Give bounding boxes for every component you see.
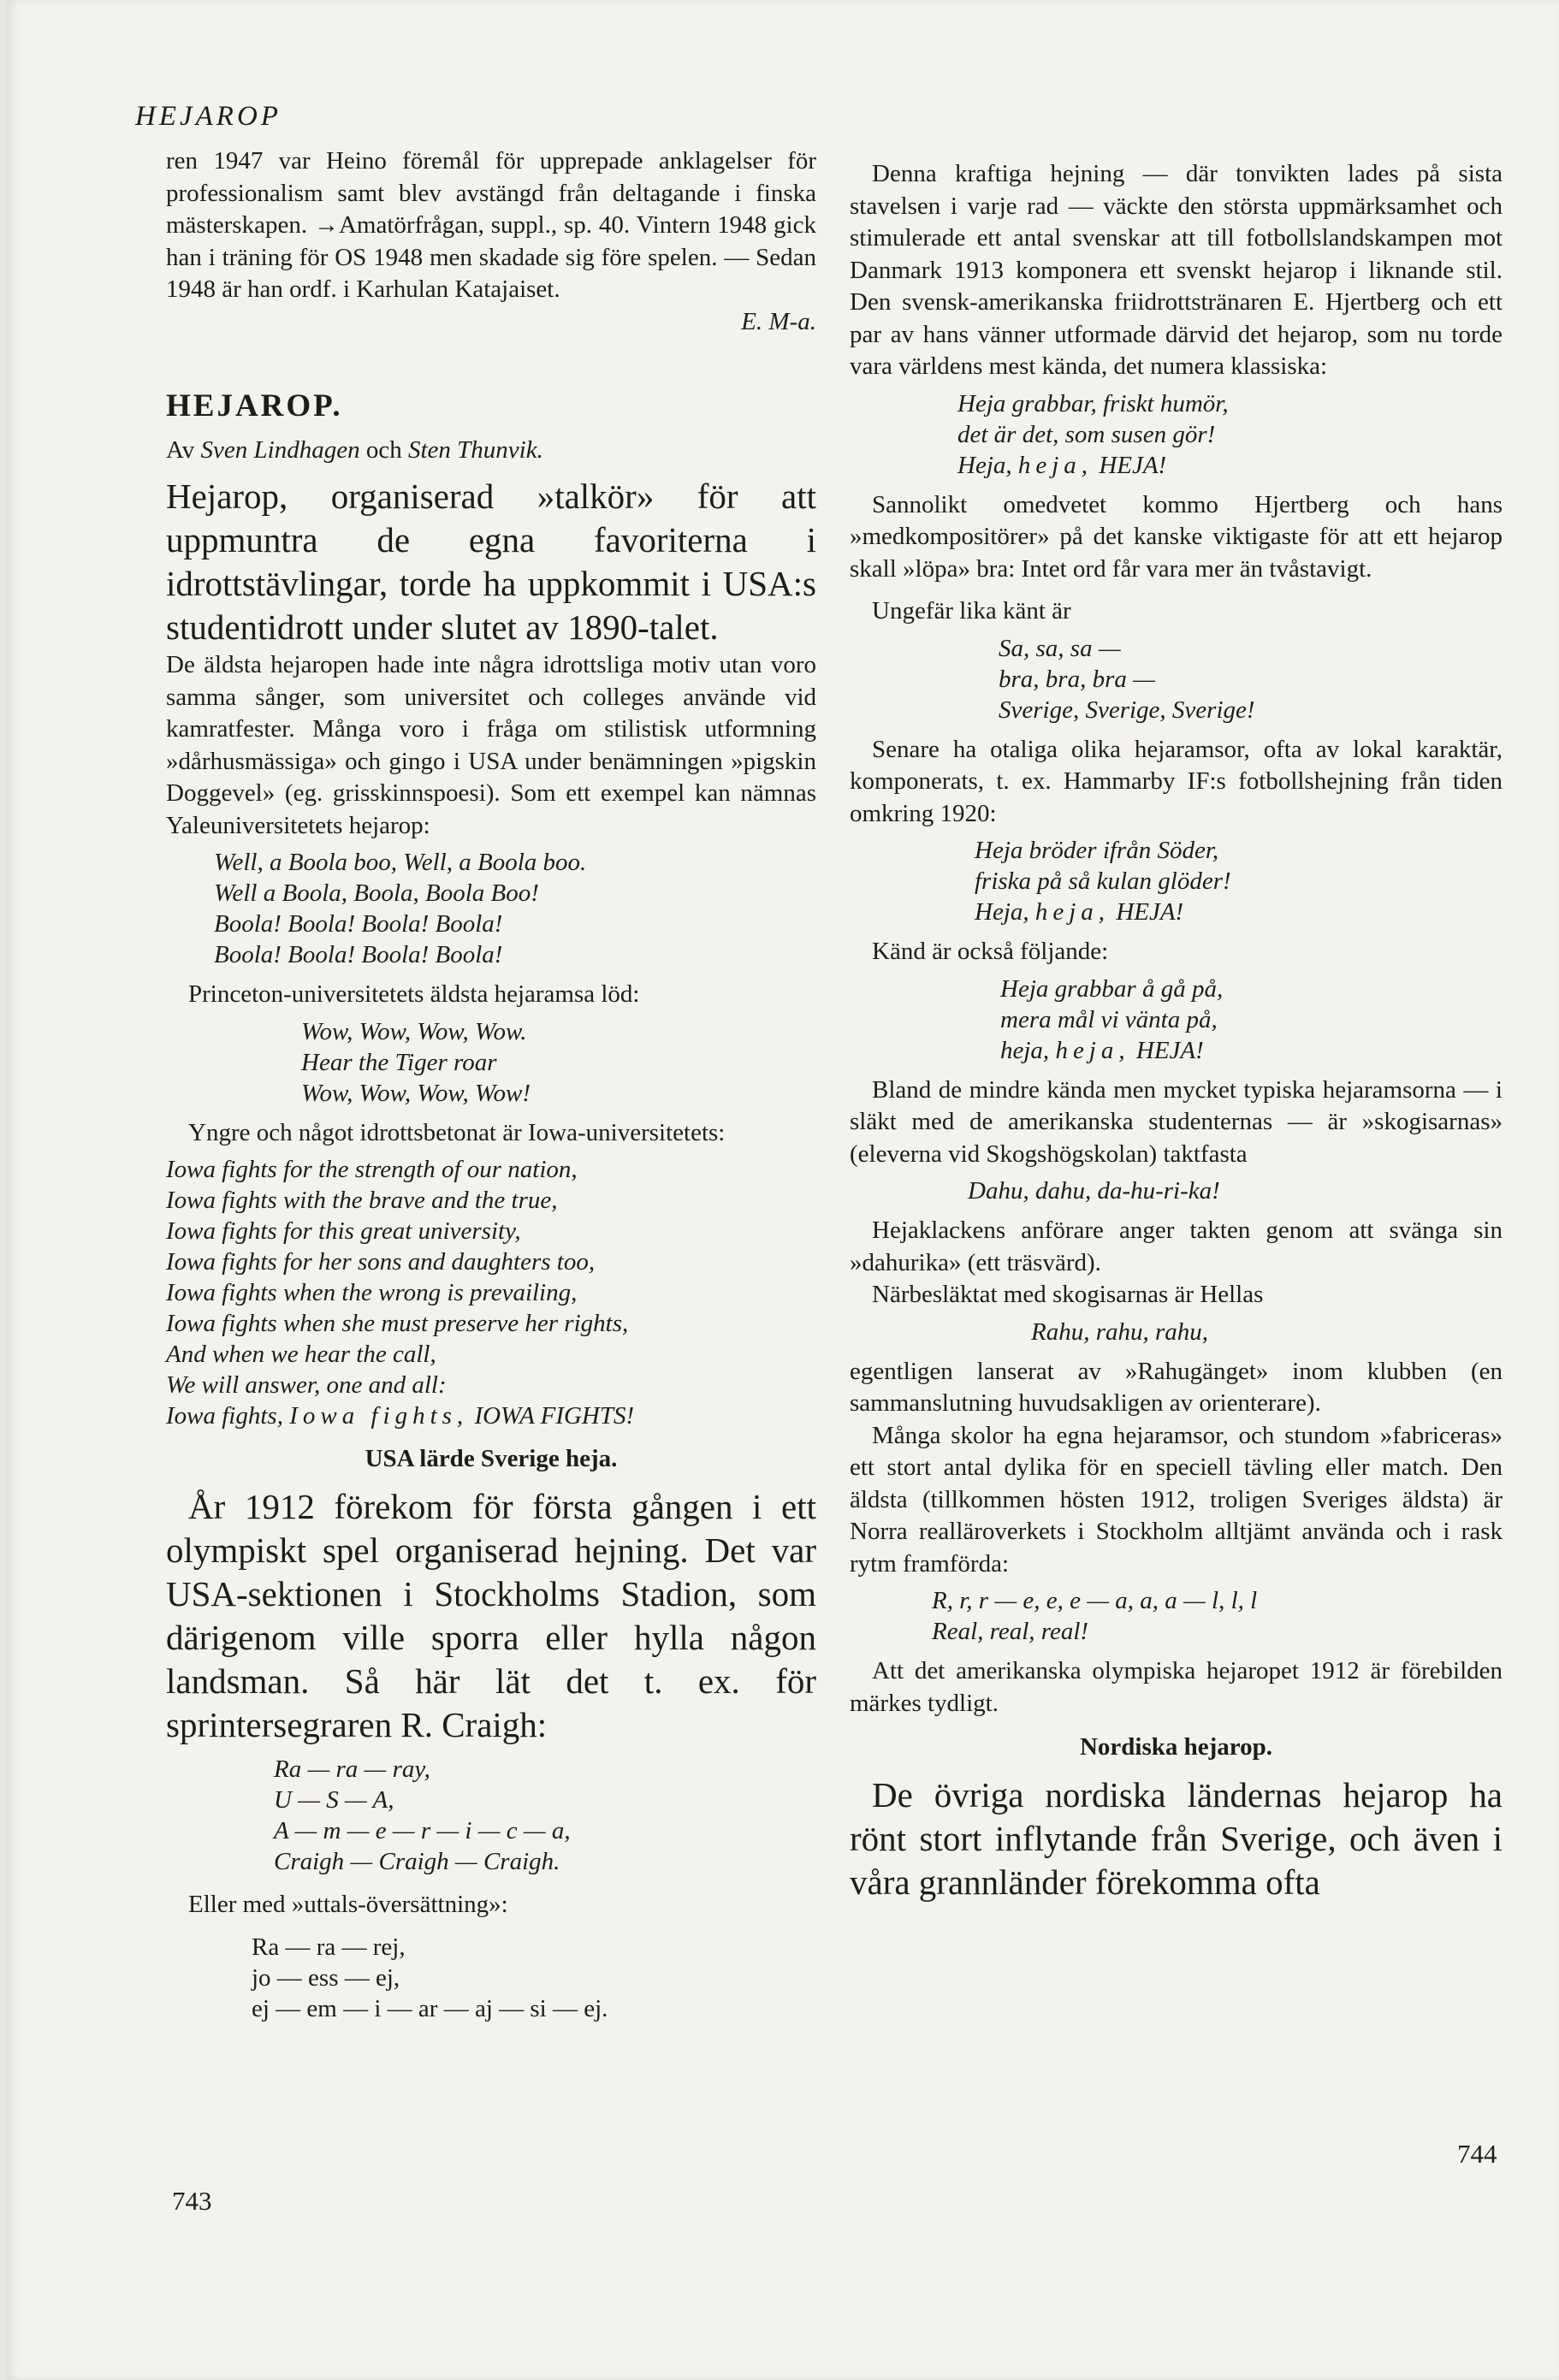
verse-line: Wow, Wow, Wow, Wow. xyxy=(301,1017,527,1045)
verse-line: bra, bra, bra — xyxy=(999,665,1155,693)
verse-line: Iowa fights for her sons and daughters too, xyxy=(166,1248,596,1276)
intro-text: ren 1947 var Heino föremål för upprepade anklagelser för professionalism samt blev avstängd från deltagande i finska mästerskapen. →Amatörfrågan, suppl., sp. 40. Vintern 1948 gick han i träning för OS 1948 men skadade sig före spelen. — Sedan 1948 är han ordf. i Karhulan Katajaiset. xyxy=(166,147,816,303)
uttal-verse xyxy=(166,1932,816,2024)
verse-line xyxy=(1000,1035,1503,1066)
verse-line xyxy=(957,450,1503,481)
verse-line: And when we hear the call, xyxy=(166,1341,436,1368)
verse-line: Sa, sa, sa — xyxy=(999,634,1121,662)
author-signature: E. M-a. xyxy=(741,307,816,335)
heja-post: HEJA! xyxy=(1099,451,1167,479)
verse-line: ej — em — i — ar — aj — si — ej. xyxy=(252,1994,608,2022)
byline-and: och xyxy=(365,436,402,464)
verse-line: Ra — ra — rej, xyxy=(252,1933,406,1961)
page xyxy=(7,0,1559,2380)
verse-line: Wow, Wow, Wow, Wow! xyxy=(301,1079,531,1107)
lead-paragraph: Hejarop, organiserad »talkör» för att uppmuntra de egna favoriterna i idrottstävlingar, torde ha uppkommit i USA:s studentidrott under slutet av 1890-talet. xyxy=(166,477,816,647)
running-head: HEJAROP xyxy=(135,101,282,132)
verse-line: det är det, som susen gör! xyxy=(957,420,1216,448)
paragraph-kand: Känd är också följande: xyxy=(872,938,1109,965)
paragraph-hejaklack: Hejaklackens anförare anger takten genom att svänga sin »dahurika» (ett träsvärd). xyxy=(850,1217,1503,1276)
paragraph-hjertberg: Denna kraftiga hejning — där tonvikten lades på sista stavelsen i varje rad — väckte den största uppmärksamhet och stimulerade ett antal svenskar att till fotbollslandskampen mot Danmark 1913 komponera ett svenskt hejarop i liknande stil. Den svensk-amerikanska friidrottstränaren E. Hjertberg och ett par av hans vänner utformade därvid det hejarop, som nu torde vara världens mest kända, det numera klassiska: xyxy=(850,160,1503,380)
iowa-last-c: IOWA FIGHTS! xyxy=(474,1402,635,1430)
iowa-last-spaced: Iowa fights, xyxy=(289,1402,469,1430)
left-column xyxy=(166,145,816,2033)
lead-paragraph-nordiska: De övriga nordiska ländernas hejarop ha rönt stort inflytande från Sverige, och även i våra grannländer förekomma ofta xyxy=(850,1775,1503,1902)
verse-line: Rahu, rahu, rahu, xyxy=(1031,1317,1209,1346)
dahu-verse xyxy=(850,1175,1503,1206)
verse-line: Iowa fights when the wrong is prevailing, xyxy=(166,1279,578,1306)
heja-spaced: heja, xyxy=(1017,451,1094,479)
verse-line: Boola! Boola! Boola! Boola! xyxy=(214,910,503,938)
paragraph-rahuganget: egentligen lanserat av »Rahugänget» inom klubben (en sammanslutning huvudsakligen av orienterare). xyxy=(850,1357,1503,1417)
subheading-nordiska: Nordiska hejarop. xyxy=(1079,1733,1273,1761)
paragraph-ungefar: Ungefär lika känt är xyxy=(872,597,1071,625)
verse-line: Heja bröder ifrån Söder, xyxy=(975,837,1219,864)
verse-line: Heja grabbar, friskt humör, xyxy=(957,389,1229,417)
verse-line: Hear the Tiger roar xyxy=(301,1048,497,1076)
craigh-verse xyxy=(166,1754,816,1877)
verse-line: Iowa fights when she must preserve her rights, xyxy=(166,1310,629,1337)
byline-author-1: Sven Lindhagen xyxy=(200,436,360,464)
heja-pre: heja, xyxy=(1000,1036,1050,1064)
hammarby-verse xyxy=(850,835,1503,927)
byline-author-2: Sten Thunvik. xyxy=(407,436,543,464)
paragraph-princeton: Princeton-universitetets äldsta hejaramsa löd: xyxy=(188,980,640,1008)
heja-spaced: heja, xyxy=(1055,1036,1130,1064)
byline-prefix: Av xyxy=(166,436,195,464)
verse-line: R, r, r — e, e, e — a, a, a — l, l, l xyxy=(932,1587,1258,1614)
verse-line: Dahu, dahu, da-hu-ri-ka! xyxy=(968,1177,1220,1205)
verse-line: Iowa fights for this great university, xyxy=(166,1217,521,1245)
verse-line: Boola! Boola! Boola! Boola! xyxy=(214,941,503,968)
heja-pre: Heja, xyxy=(975,898,1029,926)
yale-verse xyxy=(166,847,816,970)
byline xyxy=(166,436,816,465)
page-number-left: 743 xyxy=(172,2186,212,2216)
verse-line: Well, a Boola boo, Well, a Boola boo. xyxy=(214,849,587,876)
rahu-verse xyxy=(850,1317,1503,1347)
verse-line: Real, real, real! xyxy=(932,1618,1089,1645)
verse-line: We will answer, one and all: xyxy=(166,1371,447,1399)
norra-verse xyxy=(850,1585,1503,1647)
verse-line: jo — ess — ej, xyxy=(252,1963,400,1992)
heja-grabbar-verse xyxy=(850,388,1503,481)
paragraph-senare: Senare ha otaliga olika hejaramsor, ofta av lokal karaktär, komponerats, t. ex. Hammarby IF:s fotbollshejning från tiden omkring 1920: xyxy=(850,735,1503,827)
heja-pre: Heja, xyxy=(957,451,1012,479)
right-column xyxy=(850,158,1503,1904)
paragraph-forebild: Att det amerikanska olympiska hejaropet 1912 är förebilden märkes tydligt. xyxy=(850,1657,1503,1717)
iowa-verse xyxy=(166,1154,816,1431)
kand-verse xyxy=(850,974,1503,1066)
heja-spaced: heja, xyxy=(1034,898,1111,926)
princeton-verse xyxy=(166,1016,816,1109)
verse-line: Craigh — Craigh — Craigh. xyxy=(274,1848,560,1875)
verse-line: Sverige, Sverige, Sverige! xyxy=(999,696,1255,724)
article-title: HEJAROP. xyxy=(166,388,343,423)
sa-sa-verse xyxy=(850,633,1503,725)
intro-paragraph xyxy=(166,145,816,338)
verse-line: mera mål vi vänta på, xyxy=(1000,1005,1218,1033)
verse-line: Ra — ra — ray, xyxy=(274,1755,430,1783)
verse-line xyxy=(166,1400,816,1431)
paragraph-uttal: Eller med »uttals-översättning»: xyxy=(188,1891,508,1918)
paragraph-oldest-cheers: De äldsta hejaropen hade inte några idrottsliga motiv utan voro samma sånger, som universitet och colleges använde vid kamratfester. Många voro i fråga om stilistisk utformning »dårhusmässiga» och gingo i USA under benämningen »pigskin Doggevel» (eg. grisskinnspoesi). Som ett exempel kan nämnas Yaleuniversitetets hejarop: xyxy=(166,651,816,839)
verse-line: U — S — A, xyxy=(274,1786,394,1814)
heja-post: HEJA! xyxy=(1135,1036,1204,1064)
heja-post: HEJA! xyxy=(1116,898,1184,926)
paragraph-iowa: Yngre och något idrottsbetonat är Iowa-universitetets: xyxy=(188,1118,726,1146)
iowa-last-a: Iowa fights, xyxy=(166,1402,283,1430)
verse-line: A — m — e — r — i — c — a, xyxy=(274,1817,571,1844)
verse-line: Iowa fights for the strength of our nation, xyxy=(166,1156,578,1183)
subheading-usa: USA lärde Sverige heja. xyxy=(365,1445,618,1472)
verse-line xyxy=(975,897,1503,927)
verse-line: Iowa fights with the brave and the true, xyxy=(166,1187,558,1214)
paragraph-hellas: Närbesläktat med skogisarnas är Hellas xyxy=(872,1281,1264,1308)
paragraph-sannolikt: Sannolikt omedvetet kommo Hjertberg och hans »medkompositörer» på det kanske viktigaste för att ett hejarop skall »löpa» bra: Intet ord får vara mer än tvåstavigt. xyxy=(850,490,1503,583)
verse-line: friska på så kulan glöder! xyxy=(975,867,1231,895)
page-number-right: 744 xyxy=(1457,2139,1497,2169)
lead-paragraph-1912: År 1912 förekom för första gången i ett olympiskt spel organiserad hejning. Det var USA-sektionen i Stockholms Stadion, som därigenom ville sporra eller hylla någon landsman. Så här lät det t. ex. för sprintersegraren R. Craigh: xyxy=(166,1487,816,1744)
verse-line: Heja grabbar å gå på, xyxy=(1000,974,1224,1003)
paragraph-skolor: Många skolor ha egna hejaramsor, och stundom »fabriceras» ett stort antal dylika för en speciell tävling eller match. Den äldsta (tillkommen hösten 1912, troligen Sveriges äldsta) är Norra realläroverkets i Stockholm alltjämt använda och i rask rytm framförda: xyxy=(850,1421,1503,1578)
verse-line: Well a Boola, Boola, Boola Boo! xyxy=(214,879,539,907)
paragraph-skogisar: Bland de mindre kända men mycket typiska hejaramsorna — i släkt med de amerikanska studenternas — är »skogisarnas» (eleverna vid Skogshögskolan) taktfasta xyxy=(850,1075,1503,1168)
